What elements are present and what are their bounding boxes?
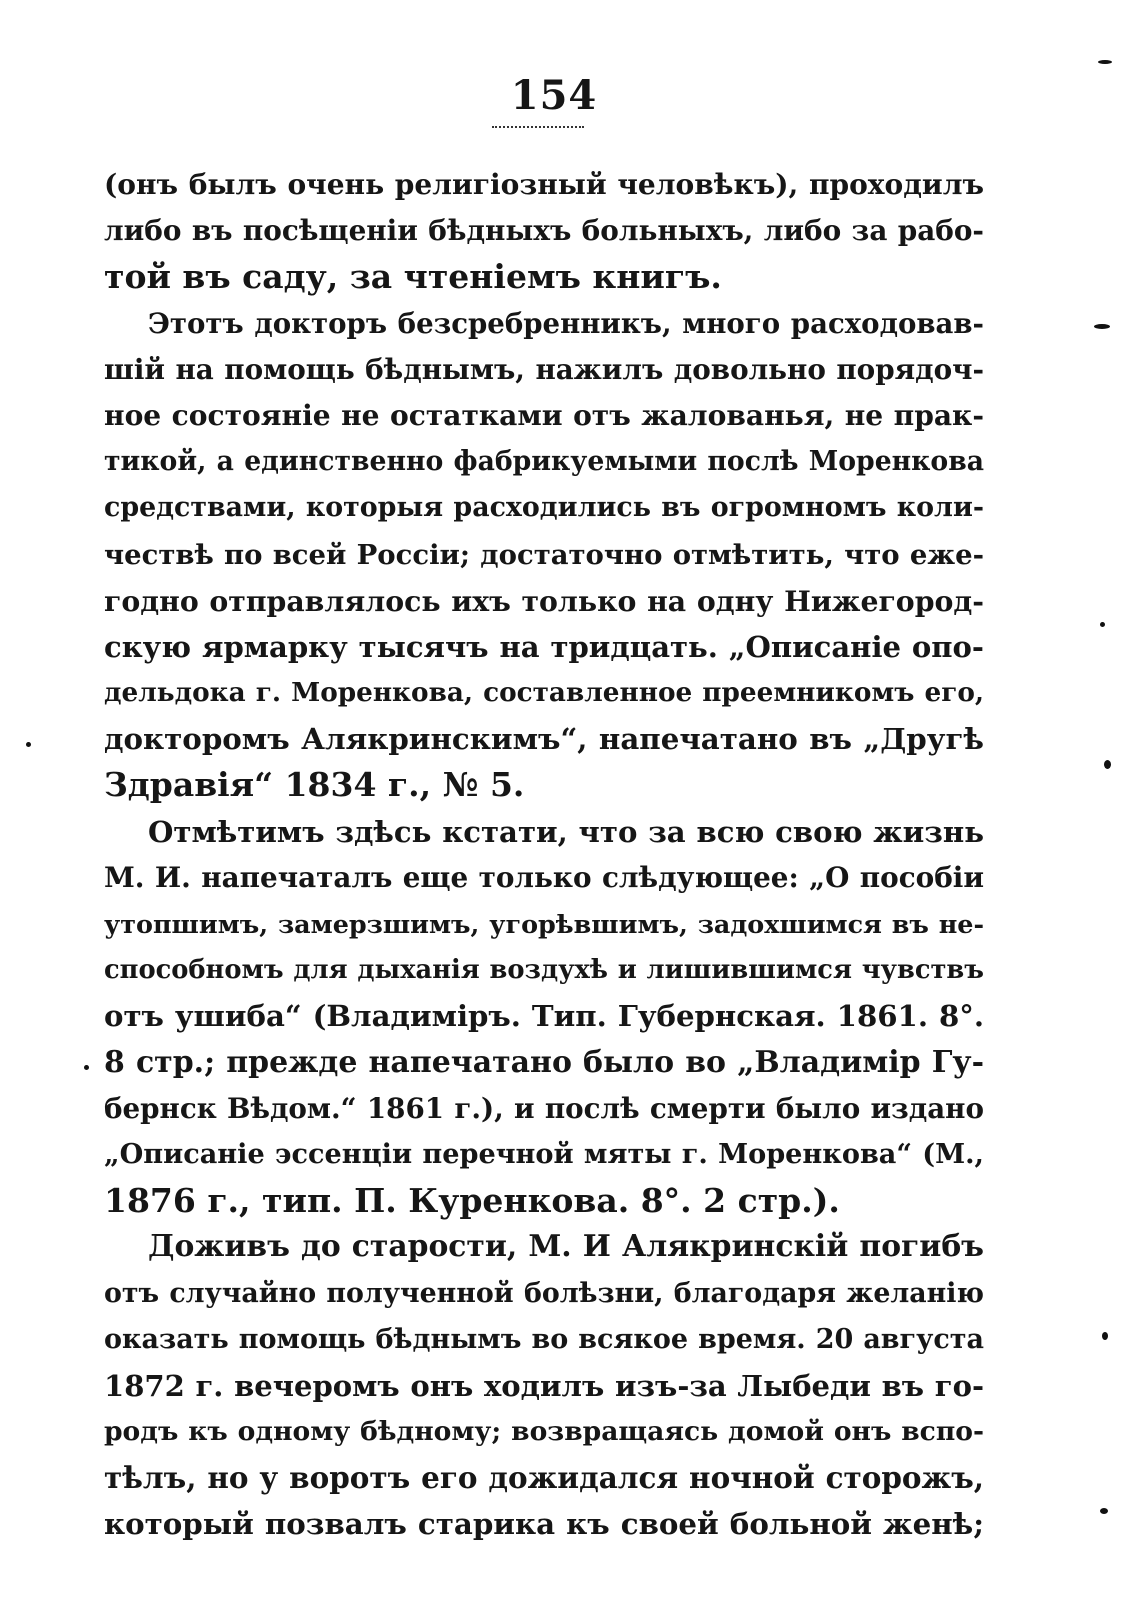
text-line: ное состояніе не остатками отъ жалованья, не прак- [104,398,984,432]
text-line: (онъ былъ очень религіозный человѣкъ), проходилъ [104,168,984,201]
text-line: той въ саду, за чтеніемъ книгъ. [104,257,722,297]
text-line: либо въ посѣщеніи бѣдныхъ больныхъ, либо за рабо- [104,214,984,248]
text-line: родъ къ одному бѣдному; возвращаясь домой онъ вспо- [104,1416,984,1448]
text-line: оказать помощь бѣднымъ во всякое время. 20 августа [104,1323,984,1355]
margin-speck [1098,60,1112,64]
text-line: Этотъ докторъ безсребренникъ, много расходовав- [148,306,984,340]
text-line: 1876 г., тип. П. Куренкова. 8°. 2 стр.). [104,1181,840,1221]
text-line: Отмѣтимъ здѣсь кстати, что за всю свою жизнь [148,814,984,849]
margin-speck [1102,1332,1108,1340]
text-line: бернск Вѣдом.“ 1861 г.), и послѣ смерти было издано [104,1091,984,1125]
text-line: чествѣ по всей Россіи; достаточно отмѣтить, что еже- [104,538,984,571]
margin-speck [1100,622,1105,627]
text-line: отъ ушиба“ (Владиміръ. Тип. Губернская. 1861. 8°. [104,999,984,1034]
text-line: утопшимъ, замерзшимъ, угорѣвшимъ, задохшимся въ не- [104,909,984,939]
text-line: „Описаніе эссенціи перечной мяты г. Моренкова“ (М., [104,1138,984,1170]
text-line: средствами, которыя расходились въ огромномъ коли- [104,492,984,524]
margin-speck [84,1065,89,1070]
text-line: Здравія“ 1834 г., № 5. [104,765,525,805]
text-line: тикой, а единственно фабрикуемыми послѣ Моренкова [104,446,984,478]
page-number: 154 [510,72,598,119]
body-text [104,162,984,1548]
text-line: тѣлъ, но у воротъ его дожидался ночной сторожъ, [104,1460,984,1496]
text-line: способномъ для дыханія воздухѣ и лишившимся чувствъ [104,955,984,986]
text-line: 1872 г. вечеромъ онъ ходилъ изъ-за Лыбеди въ го- [104,1368,984,1403]
text-line: М. И. напечаталъ еще только слѣдующее: „О пособіи [104,860,984,894]
text-line: 8 стр.; прежде напечатано было во „Владимір Гу- [104,1044,984,1080]
text-line: Доживъ до старости, М. И Алякринскій погибъ [148,1229,984,1265]
margin-speck [1104,760,1111,769]
text-line: который позвалъ старика къ своей больной женѣ; [104,1507,984,1542]
text-line: скую ярмарку тысячъ на тридцать. „Описаніе опо- [104,629,984,664]
margin-speck [1094,324,1110,329]
text-line: докторомъ Алякринскимъ“, напечатано въ „Другѣ [104,722,984,757]
text-line: отъ случайно полученной болѣзни, благодаря желанію [104,1277,984,1309]
margin-speck [26,742,31,747]
text-line: годно отправлялось ихъ только на одну Нижегород- [104,583,984,618]
margin-speck [1100,1508,1108,1514]
text-line: шій на помощь бѣднымъ, нажилъ довольно порядоч- [104,352,984,386]
text-line: дельдока г. Моренкова, составленное преемникомъ его, [104,677,984,709]
page-number-rule [492,126,584,128]
